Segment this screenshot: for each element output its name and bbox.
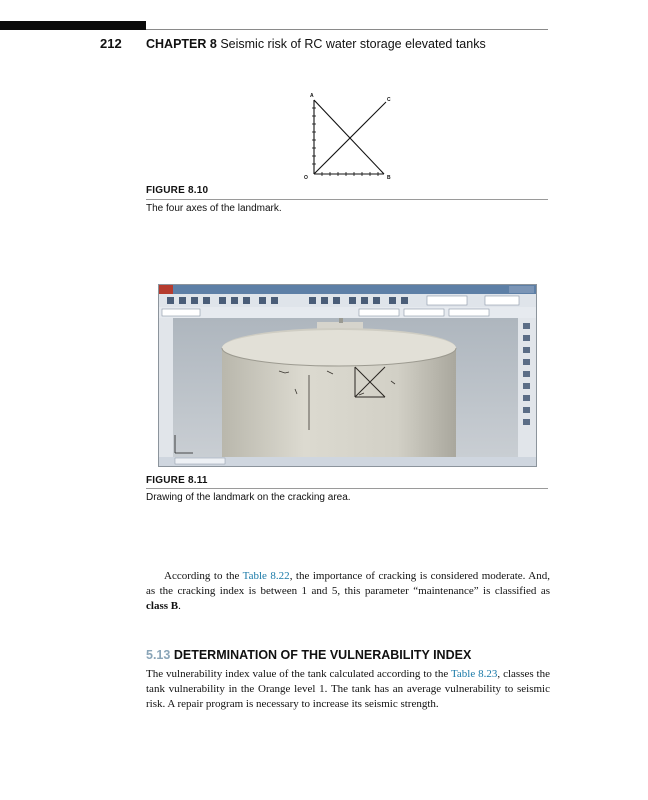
point-o-label: O [304, 175, 308, 181]
paragraph-maintenance-class [146, 569, 550, 614]
figure-8-11-label: FIGURE 8.11 [146, 475, 208, 486]
chapter-heading [146, 37, 486, 51]
figure-8-10-rule [146, 199, 548, 200]
cad-screenshot-image [159, 285, 536, 466]
running-head [100, 36, 560, 54]
figure-8-11-caption: Drawing of the landmark on the cracking area. [146, 492, 351, 503]
header-black-bar [0, 21, 146, 30]
point-c-label: C [387, 97, 391, 103]
class-b-strong: class B [146, 600, 179, 612]
paragraph-vulnerability-index [146, 667, 550, 712]
figure-8-10-caption: The four axes of the landmark. [146, 203, 282, 214]
paragraph-2-text-end: , classes the tank vulnerability in the Orange level 1. The tank has an average vulnerability to seismic risk. A repair program is necessary to increase its seismic strength. [146, 668, 550, 710]
table-8-22-link[interactable]: Table 8.22 [242, 570, 290, 582]
point-b-label: B [387, 175, 391, 181]
section-title: DETERMINATION OF THE VULNERABILITY INDEX [173, 648, 472, 662]
table-8-23-link[interactable]: Table 8.23 [450, 668, 498, 680]
paragraph-1-text-end: . [178, 600, 181, 612]
paragraph-2-text-start: The vulnerability index value of the tank calculated according to the [146, 668, 451, 680]
section-number: 5.13 [146, 648, 171, 662]
figure-8-11-rule [146, 488, 548, 489]
page-number: 212 [100, 36, 122, 51]
section-heading [146, 648, 471, 662]
point-a-label: A [310, 93, 314, 99]
figure-8-11-screenshot [158, 284, 537, 467]
paragraph-1-text-middle: , the importance of cracking is considered moderate. And, as the cracking index is between 1 and 5, this parameter “maintenance” is classified as [146, 570, 550, 597]
chapter-label: CHAPTER 8 [146, 37, 217, 51]
header-rule [146, 29, 548, 30]
chapter-title: Seismic risk of RC water storage elevated tanks [220, 37, 486, 51]
paragraph-1-text-start: According to the [164, 570, 243, 582]
axes-drawing [300, 90, 406, 182]
figure-8-10-axes [300, 90, 406, 182]
figure-8-10-label: FIGURE 8.10 [146, 185, 209, 196]
